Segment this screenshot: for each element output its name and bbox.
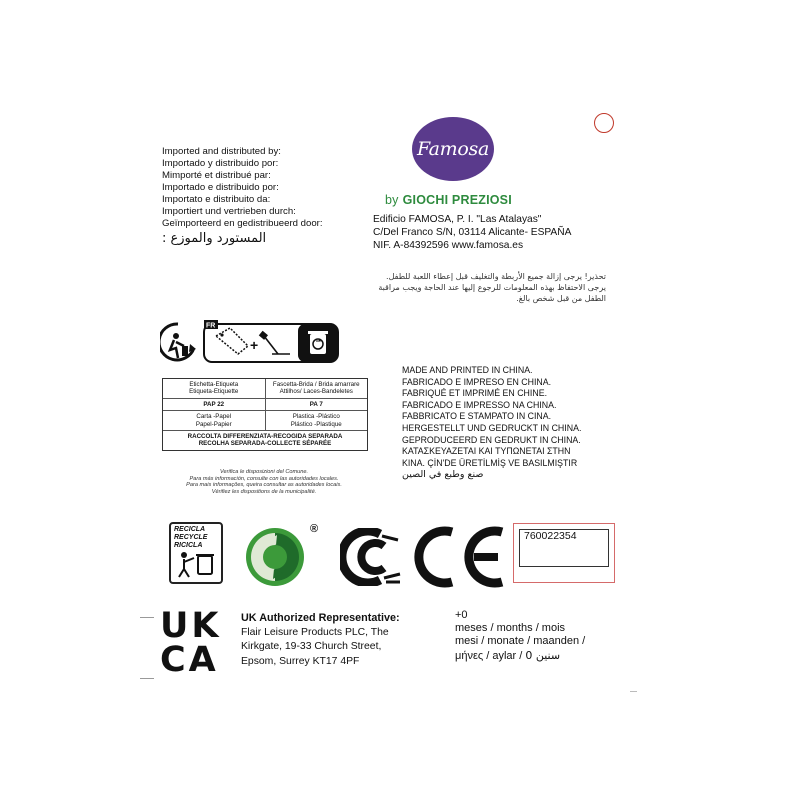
green-dot-icon	[245, 527, 305, 587]
address-line: NIF. A-84392596 www.famosa.es	[373, 240, 524, 251]
byline-by: by	[385, 193, 399, 207]
barcode-number: 760022354	[524, 530, 577, 542]
recicla-text: RICICLA	[174, 542, 203, 549]
importer-line: Importato e distribuito da:	[162, 194, 271, 205]
plus-icon: +	[250, 337, 259, 353]
registered-mark: ®	[310, 523, 319, 535]
recycling-bin-icon	[308, 331, 328, 354]
table-header: Fascetta-Brida / Brida amarrare Attilhos/ Laces-Bandeletes	[265, 379, 368, 398]
importer-line: Importado y distribuido por:	[162, 158, 279, 169]
made-in-line: GEPRODUCEERD EN GEDRUKT IN CHINA.	[402, 434, 581, 445]
made-in-line: KINA. ÇİN'DE ÜRETİLMİŞ VE BASILMIŞTIR	[402, 457, 578, 468]
made-in-line: ΚΑΤΑΣΚΕΥΑΖΕΤΑΙ ΚΑΙ ΤΥΠΩΝΕΤΑΙ ΣΤΗΝ	[402, 446, 571, 457]
made-in-line: FABRIQUÉ ET IMPRIMÉ EN CHINE.	[402, 388, 548, 399]
company-address	[373, 213, 571, 252]
sorting-note: Verifica le disposizioni del Comune. Para más información, consulte con las autoridades locales. Para mais informações, queira consultar as autoridades locais. Vérifiez les dispositions de la municipalité.	[186, 469, 342, 495]
table-row	[163, 399, 367, 411]
made-in-line: MADE AND PRINTED IN CHINA.	[402, 365, 533, 375]
material-name: Carta -Papel Papel-Papier	[195, 413, 232, 428]
logo-text: Famosa	[417, 138, 489, 160]
importer-line: Mimporté et distribué par:	[162, 170, 271, 181]
cable-tie-icon	[259, 331, 290, 354]
ghs-corrosion-icon	[340, 528, 404, 586]
sorting-table	[162, 378, 368, 451]
warning-line: الطفل من قبل شخص بالغ.	[516, 294, 606, 303]
famosa-logo	[412, 117, 494, 181]
made-in-arabic: صنع وطبع في الصين	[402, 469, 484, 481]
barcode-field	[513, 523, 615, 583]
registration-circle-icon	[594, 113, 614, 133]
recicla-text: RECICLA	[174, 526, 206, 533]
ukca-line: CA	[160, 640, 219, 680]
made-in-line: FABRICADO E IMPRESO EN CHINA.	[402, 376, 552, 387]
material-name: Plastica -Plástico Plástico -Plastique	[265, 411, 368, 430]
made-in-block	[402, 365, 581, 481]
importer-block	[162, 146, 323, 248]
recicla-symbol	[169, 522, 223, 584]
address-line: Edificio FAMOSA, P. I. "Las Atalayas"	[373, 214, 542, 225]
table-row	[163, 379, 367, 399]
crop-mark	[140, 617, 154, 618]
crop-mark	[140, 678, 154, 679]
importer-line: Geïmporteerd en gedistribueerd door:	[162, 218, 323, 229]
arabic-warning	[296, 271, 606, 304]
age-statement	[455, 609, 585, 663]
made-in-line: HERGESTELLT UND GEDRUCKT IN CHINA.	[402, 422, 582, 433]
triman-logo	[160, 318, 342, 368]
made-in-line: FABBRICATO E STAMPATO IN CINA.	[402, 411, 552, 422]
tag-icon	[216, 328, 248, 354]
importer-arabic: المستورد والموزع :	[162, 231, 267, 246]
table-row	[163, 411, 367, 431]
ukca-mark	[158, 606, 230, 680]
recycle-bin-person-icon	[174, 550, 218, 578]
triman-country: FR	[206, 322, 216, 330]
age-line: mesi / monate / maanden /	[455, 635, 586, 648]
partner-name: GIOCHI PREZIOSI	[402, 193, 512, 207]
age-line: meses / months / mois	[455, 622, 566, 635]
table-header: Etichetta-Etiqueta Etiqueta-Etiquette	[189, 381, 239, 396]
ukca-line: UK	[160, 606, 222, 646]
uk-rep-title: UK Authorized Representative:	[241, 612, 400, 624]
table-row	[163, 431, 367, 450]
importer-line: Importado e distribuido por:	[162, 182, 279, 193]
brand-byline	[385, 193, 512, 207]
uk-representative	[241, 611, 400, 669]
material-code: PAP 22	[203, 400, 225, 408]
age-arabic: 0 سنين	[525, 648, 561, 662]
made-in-line: FABRICADO E IMPRESSO NA CHINA.	[402, 399, 557, 410]
importer-line: Importiert und vertrieben durch:	[162, 206, 296, 217]
ce-mark-icon	[412, 526, 508, 588]
uk-rep-line: Flair Leisure Products PLC, The	[241, 626, 389, 638]
uk-rep-line: Kirkgate, 19-33 Church Street,	[241, 641, 382, 652]
uk-rep-line: Epsom, Surrey KT17 4PF	[241, 655, 360, 667]
crop-mark	[630, 691, 637, 692]
address-line: C/Del Franco S/N, 03114 Alicante- ESPAÑA	[373, 227, 572, 238]
triman-icon	[160, 324, 196, 360]
warning-line: تحذير! يرجى إزالة جميع الأربطة والتغليف قبل إعطاء اللعبة للطفل.	[386, 272, 606, 281]
material-code: PA 7	[265, 399, 368, 410]
table-footer: RACCOLTA DIFFERENZIATA-RECOGIDA SEPARADA RECOLHA SEPARADA-COLLECTE SÉPARÉE	[187, 433, 343, 448]
recicla-text: RECYCLE	[174, 534, 208, 541]
age-value: +0	[455, 609, 468, 621]
age-line: μήνες / aylar /	[455, 649, 526, 662]
importer-line: Imported and distributed by:	[162, 146, 281, 157]
warning-line: يرجى الاحتفاظ بهذه المعلومات للرجوع إليها عند الحاجة ويجب مراقبة	[378, 283, 606, 292]
